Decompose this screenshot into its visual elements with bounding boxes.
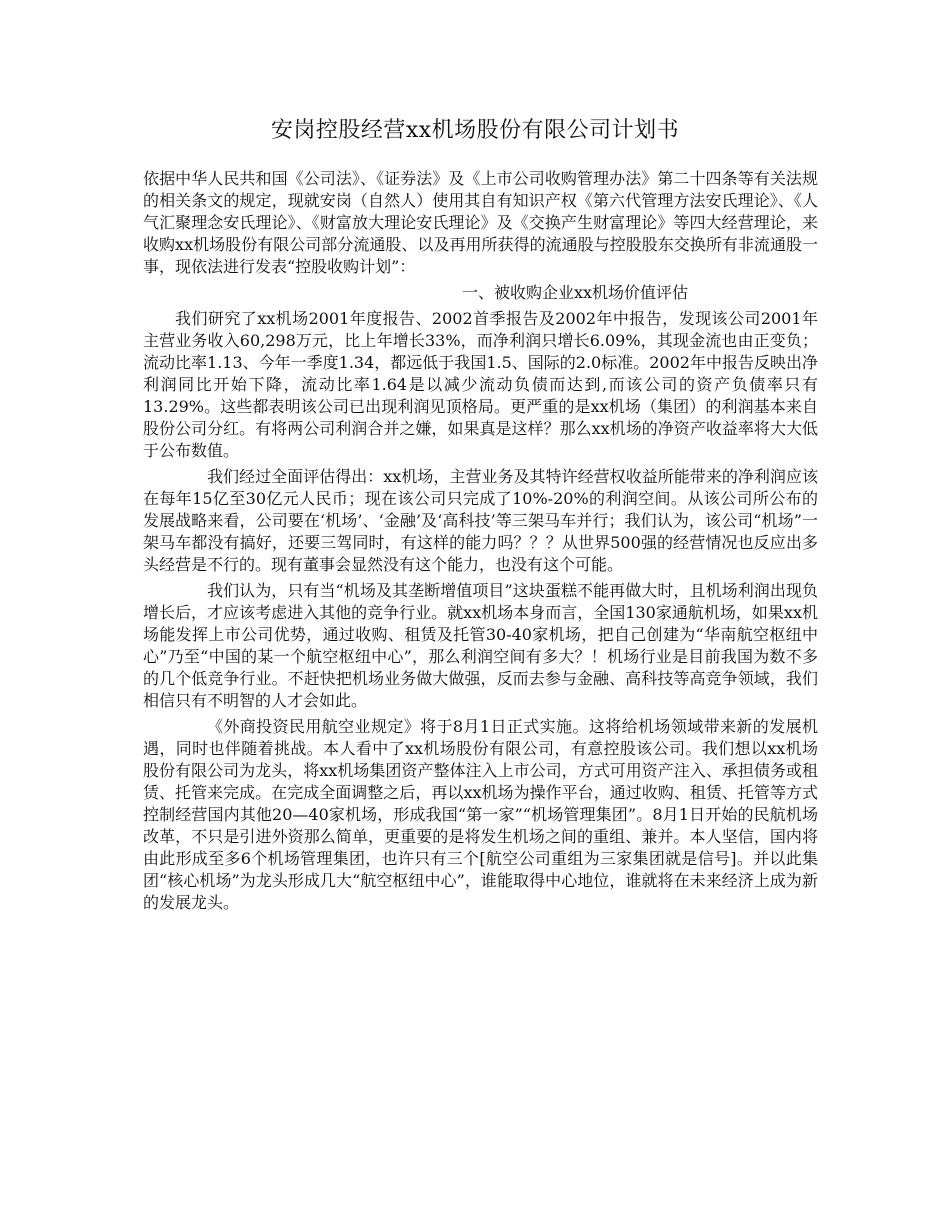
body-paragraph-4: 《外商投资民用航空业规定》将于8月1日正式实施。这将给机场领域带来新的发展机遇，同时也伴随着挑战。本人看中了xx机场股份有限公司，有意控股该公司。我们想以xx机场股份有限公司为龙头，将xx机场集团资产整体注入上市公司，方式可用资产注入、承担债务或租赁、托管来完成。在完成全面调整之后，再以xx机场为操作平台，通过收购、租赁、托管等方式控制经营国内其他20—40家机场，形成我国“第一家”“机场管理集团”。8月1日开始的民航机场改革，不只是引进外资那么简单，更重要的是将发生机场之间的重组、兼并。本人坚信，国内将由此形成至多6个机场管理集团，也许只有三个[航空公司重组为三家集团就是信号]。并以此集团“核心机场”为龙头形成几大“航空枢纽中心”，谁能取得中心地位，谁就将在未来经济上成为新的发展龙头。: [143, 717, 818, 912]
body-paragraph-3: 我们认为，只有当“机场及其垄断增值项目”这块蛋糕不能再做大时，且机场利润出现负增长后，才应该考虑进入其他的竞争行业。就xx机场本身而言，全国130家通航机场，如果xx机场能发挥上市公司优势，通过收购、租赁及托管30-40家机场，把自己创建为“华南航空枢纽中心”乃至“中国的某一个航空枢纽中心”，那么利润空间有多大？！机场行业是目前我国为数不多的几个低竞争行业。不赶快把机场业务做大做强，反而去参与金融、高科技等高竞争领域，我们相信只有不明智的人才会如此。: [143, 581, 818, 710]
body-paragraph-1: 我们研究了xx机场2001年度报告、2002首季报告及2002年中报告，发现该公司2001年主营业务收入60,298万元，比上年增长33%，而净利润只增长6.09%，其现金流也由正变负；流动比率1.13、今年一季度1.34，都远低于我国1.5、国际的2.0标准。2002年中报告反映出净利润同比开始下降，流动比率1.64是以减少流动负债而达到,而该公司的资产负债率只有13.29%。这些都表明该公司已出现利润见顶格局。更严重的是xx机场（集团）的利润基本来自股份公司分红。有将两公司利润合并之嫌，如果真是这样？那么xx机场的净资产收益率将大大低于公布数值。: [143, 309, 818, 460]
document-title: 安岗控股经营xx机场股份有限公司计划书: [270, 118, 680, 143]
body-paragraph-2: 我们经过全面评估得出：xx机场，主营业务及其特许经营权收益所能带来的净利润应该在每年15亿至30亿元人民币；现在该公司只完成了10%-20%的利润空间。从该公司所公布的发展战略来看，公司要在‘机场’、‘金融’及‘高科技’等三架马车并行；我们认为，该公司“机场”一架马车都没有搞好，还要三驾同时，有这样的能力吗？？？从世界500强的经营情况也反应出多头经营是不行的。现有董事会显然没有这个能力，也没有这个可能。: [143, 467, 818, 574]
document-body: [143, 168, 818, 918]
section-heading: 一、被收购企业xx机场价值评估: [461, 283, 688, 302]
intro-paragraph: 依据中华人民共和国《公司法》、《证券法》及《上市公司收购管理办法》第二十四条等有关法规的相关条文的规定，现就安岗（自然人）使用其自有知识产权《第六代管理方法安氏理论》、《人气汇聚理念安氏理论》、《财富放大理论安氏理论》及《交换产生财富理论》等四大经营理论，来收购xx机场股份有限公司部分流通股、以及再用所获得的流通股与控股股东交换所有非流通股一事，现依法进行发表“控股收购计划”：: [143, 169, 818, 276]
